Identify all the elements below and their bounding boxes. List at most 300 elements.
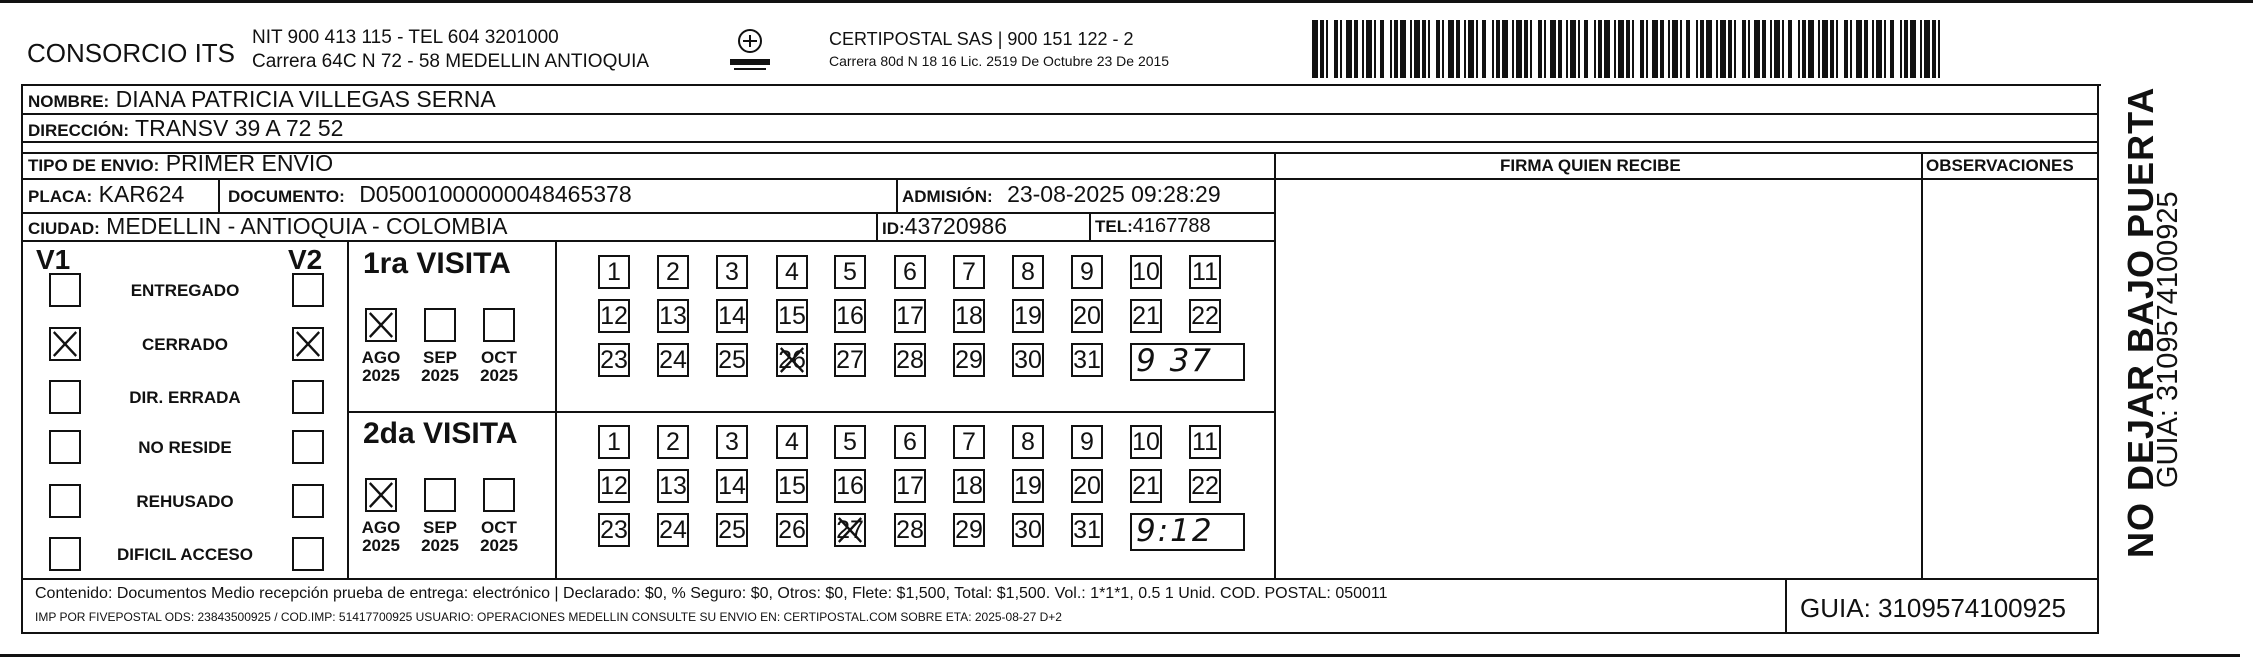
v2-checkbox[interactable] (292, 380, 324, 414)
time-box[interactable] (1130, 343, 1245, 381)
barcode-bar (1394, 20, 1398, 78)
day-number: 24 (659, 515, 687, 544)
handwritten-time: 9 37 (1136, 343, 1214, 379)
documento-label: DOCUMENTO: (228, 187, 345, 206)
courier-line: CERTIPOSTAL SAS | 900 151 122 - 2 (829, 29, 1134, 49)
day-number: 3 (725, 257, 739, 286)
barcode-bar (1668, 20, 1670, 78)
barcode-bar (1700, 20, 1704, 78)
ciudad-value: MEDELLIN - ANTIOQUIA - COLOMBIA (106, 213, 508, 239)
warning-text: NO DEJAR BAJO PUERTA (2120, 86, 2161, 558)
day-number: 8 (1021, 427, 1035, 456)
v1-checkbox[interactable] (49, 380, 81, 414)
v2-checkbox[interactable] (292, 430, 324, 464)
day-number: 31 (1073, 515, 1101, 544)
day-number: 4 (785, 427, 799, 456)
day-number: 2 (666, 257, 680, 286)
day-box[interactable] (716, 425, 748, 459)
barcode-bar (1436, 20, 1440, 78)
placa-value: KAR624 (98, 181, 185, 207)
day-box[interactable] (894, 299, 926, 333)
visit2-title: 2da VISITA (363, 417, 518, 450)
company-name: CONSORCIO ITS (27, 38, 236, 68)
ciudad-label: CIUDAD: (28, 219, 100, 238)
barcode-bar (1920, 20, 1922, 78)
day-number: 9 (1080, 257, 1094, 286)
day-number: 30 (1014, 345, 1042, 374)
day-box[interactable] (716, 299, 748, 333)
barcode-bar (1326, 20, 1328, 78)
tipo-label: TIPO DE ENVIO: (28, 156, 160, 175)
barcode-bar (1672, 20, 1678, 78)
day-number: 29 (955, 515, 983, 544)
direccion-value: TRANSV 39 A 72 52 (135, 115, 344, 141)
barcode-bar (1782, 20, 1784, 78)
day-number: 19 (1014, 471, 1042, 500)
day-number: 2 (666, 427, 680, 456)
barcode-bar (1836, 20, 1838, 78)
barcode-bar (1448, 20, 1454, 78)
observaciones-header: OBSERVACIONES (1926, 156, 2074, 175)
documento-row (228, 181, 632, 208)
day-number: 16 (836, 301, 864, 330)
day-number: 11 (1192, 427, 1218, 456)
barcode-bar (1798, 20, 1800, 78)
day-number: 23 (600, 515, 628, 544)
courier-address: Carrera 80d N 18 16 Lic. 2519 De Octubre 23 De 2015 (829, 53, 1170, 69)
barcode-bar (1864, 20, 1868, 78)
day-number: 27 (836, 515, 864, 544)
company-address: Carrera 64C N 72 - 58 MEDELLIN ANTIOQUIA (252, 51, 650, 72)
day-number: 26 (778, 345, 806, 374)
day-box[interactable] (598, 343, 630, 377)
barcode-bar (1538, 20, 1542, 78)
month-label: OCT (481, 348, 517, 367)
v1-checkbox[interactable] (49, 327, 81, 361)
bottom-border (0, 654, 2240, 657)
day-box[interactable] (1071, 469, 1103, 503)
barcode-bar (1830, 20, 1834, 78)
day-number: 3 (725, 427, 739, 456)
barcode-bar (1476, 20, 1478, 78)
admision-row (902, 181, 1221, 208)
barcode-bar (1598, 20, 1602, 78)
barcode-bar (1428, 20, 1430, 78)
x-mark-icon (367, 480, 395, 510)
day-number: 27 (836, 345, 864, 374)
admision-value: 23-08-2025 09:28:29 (1007, 181, 1221, 207)
barcode-bar (1808, 20, 1814, 78)
day-box[interactable] (1189, 425, 1221, 459)
firma-header: FIRMA QUIEN RECIBE (1500, 156, 1681, 175)
v2-checkbox[interactable] (292, 273, 324, 307)
barcode-bar (1410, 20, 1412, 78)
v1-checkbox[interactable] (49, 484, 81, 518)
barcode-bar (1578, 20, 1580, 78)
day-number: 6 (903, 427, 917, 456)
barcode-bar (1442, 20, 1444, 78)
side-guia: GUIA: 3109574100925 (2152, 191, 2184, 488)
barcode-bar (1748, 20, 1750, 78)
day-number: 19 (1014, 301, 1042, 330)
day-box[interactable] (1130, 469, 1162, 503)
day-box[interactable] (1071, 513, 1103, 547)
day-number: 21 (1132, 471, 1160, 500)
day-box[interactable] (894, 343, 926, 377)
day-box[interactable] (598, 469, 630, 503)
day-box[interactable] (598, 299, 630, 333)
barcode-bar (1742, 20, 1746, 78)
day-box[interactable] (716, 513, 748, 547)
month-year: 2025 (480, 366, 518, 385)
day-box[interactable] (776, 255, 808, 289)
barcode-bar (1716, 20, 1718, 78)
barcode-bar (1856, 20, 1862, 78)
day-number: 20 (1073, 471, 1101, 500)
month-year: 2025 (421, 536, 459, 555)
day-number: 18 (955, 471, 983, 500)
day-box[interactable] (1189, 469, 1221, 503)
barcode-bar (1802, 20, 1806, 78)
day-box[interactable] (657, 513, 689, 547)
ciudad-row (28, 213, 507, 240)
day-box[interactable] (716, 255, 748, 289)
day-box[interactable] (776, 469, 808, 503)
day-number: 6 (903, 257, 917, 286)
day-number: 12 (600, 471, 628, 500)
barcode-bar (1938, 20, 1940, 78)
x-mark-icon (367, 310, 395, 340)
barcode-bar (1482, 20, 1486, 78)
barcode-bar (1550, 20, 1556, 78)
day-box[interactable] (1130, 425, 1162, 459)
day-box[interactable] (598, 425, 630, 459)
day-number: 15 (778, 301, 806, 330)
day-box[interactable] (716, 343, 748, 377)
month-label: OCT (481, 518, 517, 537)
day-box[interactable] (657, 469, 689, 503)
day-number: 23 (600, 345, 628, 374)
day-box[interactable] (953, 343, 985, 377)
day-box[interactable] (834, 255, 866, 289)
nombre-value: DIANA PATRICIA VILLEGAS SERNA (115, 86, 496, 112)
barcode-bar (1374, 20, 1376, 78)
barcode-bar (1696, 20, 1698, 78)
footer-guia: GUIA: 3109574100925 (1800, 593, 2066, 623)
barcode-bar (1468, 20, 1474, 78)
barcode-bar (1584, 20, 1588, 78)
status-label: CERRADO (142, 335, 228, 354)
day-box[interactable] (834, 469, 866, 503)
day-number: 28 (896, 515, 924, 544)
day-box[interactable] (657, 255, 689, 289)
day-box[interactable] (776, 299, 808, 333)
day-number: 10 (1132, 257, 1160, 286)
top-border (0, 0, 2253, 3)
barcode-bar (1904, 20, 1908, 78)
nit-line: NIT 900 413 115 - TEL 604 3201000 (252, 27, 559, 48)
day-box[interactable] (598, 255, 630, 289)
x-mark-icon (836, 515, 864, 545)
day-number: 24 (659, 345, 687, 374)
barcode-bar (1720, 20, 1726, 78)
status-label: ENTREGADO (130, 281, 240, 300)
barcode-bar (1544, 20, 1546, 78)
month-checkbox[interactable] (365, 478, 397, 512)
barcode-bar (1570, 20, 1576, 78)
barcode-bar (1844, 20, 1848, 78)
month-label: AGO (361, 518, 401, 537)
month-year: 2025 (362, 536, 400, 555)
barcode-bar (1728, 20, 1732, 78)
barcode-bar (1660, 20, 1664, 78)
month-label: SEP (422, 348, 458, 367)
day-box[interactable] (598, 513, 630, 547)
barcode-bar (1890, 20, 1894, 78)
barcode-bar (1516, 20, 1522, 78)
day-box[interactable] (657, 343, 689, 377)
month-checkbox[interactable] (483, 478, 515, 512)
day-number: 18 (955, 301, 983, 330)
barcode-bar (1618, 20, 1624, 78)
barcode-bar (1626, 20, 1630, 78)
day-number: 31 (1073, 345, 1101, 374)
tel-value: 4167788 (1132, 215, 1211, 237)
day-box[interactable] (1189, 299, 1221, 333)
day-box[interactable] (657, 425, 689, 459)
barcode-bar (1884, 20, 1886, 78)
barcode-bar (1818, 20, 1820, 78)
v2-checkbox[interactable] (292, 327, 324, 361)
day-box[interactable] (1130, 255, 1162, 289)
day-box[interactable] (894, 255, 926, 289)
tipo-value: PRIMER ENVIO (165, 150, 334, 176)
id-label: ID: (882, 219, 905, 238)
barcode-bar (1754, 20, 1760, 78)
month-label: SEP (422, 518, 458, 537)
admision-label: ADMISIÓN: (902, 187, 993, 206)
day-box[interactable] (953, 425, 985, 459)
handwritten-time: 9:12 (1136, 513, 1214, 549)
barcode-bar (1614, 20, 1616, 78)
barcode-bar (1910, 20, 1916, 78)
day-box[interactable] (1012, 343, 1044, 377)
status-label: REHUSADO (136, 492, 234, 511)
month-year: 2025 (421, 366, 459, 385)
day-number: 4 (785, 257, 799, 286)
day-number: 22 (1191, 301, 1219, 330)
barcode-bar (1558, 20, 1562, 78)
barcode (1312, 20, 1942, 78)
day-number: 29 (955, 345, 983, 374)
barcode-bar (1334, 20, 1338, 78)
id-value: 43720986 (904, 213, 1008, 239)
day-number: 7 (962, 257, 976, 286)
v1-label: V1 (36, 244, 71, 275)
day-number: 13 (659, 471, 687, 500)
barcode-bar (1530, 20, 1532, 78)
v2-checkbox[interactable] (292, 537, 324, 571)
id-row (882, 213, 1007, 240)
barcode-bar (1932, 20, 1936, 78)
barcode-bar (1524, 20, 1528, 78)
day-number: 8 (1021, 257, 1035, 286)
v2-checkbox[interactable] (292, 484, 324, 518)
tipo-row (28, 150, 333, 177)
v1-checkbox[interactable] (49, 273, 81, 307)
day-box[interactable] (1071, 255, 1103, 289)
month-year: 2025 (362, 366, 400, 385)
barcode-bar (1464, 20, 1466, 78)
v1-checkbox[interactable] (49, 430, 81, 464)
day-number: 7 (962, 427, 976, 456)
status-label: DIR. ERRADA (129, 388, 241, 407)
day-number: 16 (836, 471, 864, 500)
barcode-bar (1924, 20, 1930, 78)
day-number: 13 (659, 301, 687, 330)
barcode-bar (1762, 20, 1766, 78)
time-box[interactable] (1130, 513, 1245, 551)
day-box[interactable] (657, 299, 689, 333)
day-number: 21 (1132, 301, 1160, 330)
tel-row (1095, 215, 1211, 238)
barcode-bar (1566, 20, 1568, 78)
barcode-bar (1646, 20, 1648, 78)
day-box[interactable] (1012, 469, 1044, 503)
barcode-bar (1400, 20, 1406, 78)
day-box[interactable] (894, 425, 926, 459)
day-number: 12 (600, 301, 628, 330)
day-box[interactable] (716, 469, 748, 503)
day-box[interactable] (776, 343, 808, 377)
barcode-bar (1652, 20, 1658, 78)
month-checkbox[interactable] (424, 478, 456, 512)
barcode-bar (1774, 20, 1780, 78)
day-number: 22 (1191, 471, 1219, 500)
v1-checkbox[interactable] (49, 537, 81, 571)
day-number: 17 (896, 471, 924, 500)
month-checkbox[interactable] (483, 308, 515, 342)
footer-imp: IMP POR FIVEPOSTAL ODS: 23843500925 / COD.IMP: 51417700925 USUARIO: OPERACIONES MEDELLIN CONSULTE SU ENVIO EN: CERTIPOSTAL.COM SOBRE ETA: 2025-08-27 D+2 (35, 610, 1062, 624)
day-box[interactable] (1012, 425, 1044, 459)
day-number: 1 (607, 257, 621, 286)
day-number: 30 (1014, 515, 1042, 544)
barcode-bar (1456, 20, 1460, 78)
certipostal-logo (728, 26, 772, 74)
barcode-bar (1604, 20, 1610, 78)
barcode-bar (1496, 20, 1500, 78)
day-box[interactable] (1071, 299, 1103, 333)
x-mark-icon (778, 345, 806, 375)
day-box[interactable] (953, 255, 985, 289)
visit1-title: 1ra VISITA (363, 247, 511, 280)
barcode-bar (1680, 20, 1682, 78)
day-box[interactable] (1012, 513, 1044, 547)
barcode-bar (1320, 20, 1324, 78)
direccion-label: DIRECCIÓN: (28, 121, 130, 140)
barcode-bar (1492, 20, 1494, 78)
day-number: 5 (843, 257, 857, 286)
month-checkbox[interactable] (365, 308, 397, 342)
month-label: AGO (361, 348, 401, 367)
status-label: NO RESIDE (138, 438, 232, 457)
day-number: 10 (1132, 427, 1160, 456)
day-number: 14 (718, 471, 746, 500)
barcode-bar (1640, 20, 1644, 78)
day-box[interactable] (953, 513, 985, 547)
barcode-bar (1422, 20, 1426, 78)
footer-contenido: Contenido: Documentos Medio recepción prueba de entrega: electrónico | Declarado: $0, % Seguro: $0, Otros: $0, Flete: $1,500, Total: $1,500. Vol.: 1*1*1, 0.5 1 Unid. COD. POSTAL: 050011 (35, 585, 1388, 602)
barcode-bar (1340, 20, 1342, 78)
day-box[interactable] (1071, 343, 1103, 377)
day-box[interactable] (894, 469, 926, 503)
barcode-bar (1686, 20, 1690, 78)
day-number: 20 (1073, 301, 1101, 330)
month-year: 2025 (480, 536, 518, 555)
day-number: 1 (607, 427, 621, 456)
v2-label: V2 (288, 244, 323, 275)
barcode-bar (1390, 20, 1392, 78)
barcode-bar (1362, 20, 1364, 78)
x-mark-icon (294, 329, 322, 359)
barcode-bar (1706, 20, 1712, 78)
day-number: 9 (1080, 427, 1094, 456)
day-box[interactable] (834, 299, 866, 333)
barcode-bar (1876, 20, 1882, 78)
month-checkbox[interactable] (424, 308, 456, 342)
status-label: DIFICIL ACCESO (116, 545, 253, 564)
day-number: 25 (718, 345, 746, 374)
day-box[interactable] (834, 513, 866, 547)
day-box[interactable] (1071, 425, 1103, 459)
day-number: 15 (778, 471, 806, 500)
day-box[interactable] (1012, 299, 1044, 333)
barcode-bar (1502, 20, 1508, 78)
x-mark-icon (51, 329, 79, 359)
day-box[interactable] (894, 513, 926, 547)
barcode-bar (1512, 20, 1514, 78)
day-number: 25 (718, 515, 746, 544)
barcode-bar (1850, 20, 1852, 78)
barcode-bar (1312, 20, 1318, 78)
barcode-bar (1872, 20, 1874, 78)
day-box[interactable] (776, 513, 808, 547)
barcode-bar (1414, 20, 1420, 78)
day-box[interactable] (1189, 255, 1221, 289)
day-box[interactable] (834, 343, 866, 377)
barcode-bar (1770, 20, 1772, 78)
day-box[interactable] (776, 425, 808, 459)
day-number: 17 (896, 301, 924, 330)
tel-label: TEL: (1095, 217, 1133, 236)
day-number: 28 (896, 345, 924, 374)
barcode-bar (1734, 20, 1736, 78)
documento-value: D05001000000048465378 (359, 181, 632, 207)
barcode-bar (1594, 20, 1596, 78)
day-number: 5 (843, 427, 857, 456)
placa-label: PLACA: (28, 187, 93, 206)
barcode-bar (1900, 20, 1902, 78)
day-box[interactable] (953, 469, 985, 503)
day-box[interactable] (1012, 255, 1044, 289)
barcode-bar (1822, 20, 1828, 78)
barcode-bar (1632, 20, 1634, 78)
day-box[interactable] (1130, 299, 1162, 333)
day-box[interactable] (953, 299, 985, 333)
barcode-bar (1366, 20, 1372, 78)
barcode-bar (1346, 20, 1352, 78)
day-box[interactable] (834, 425, 866, 459)
